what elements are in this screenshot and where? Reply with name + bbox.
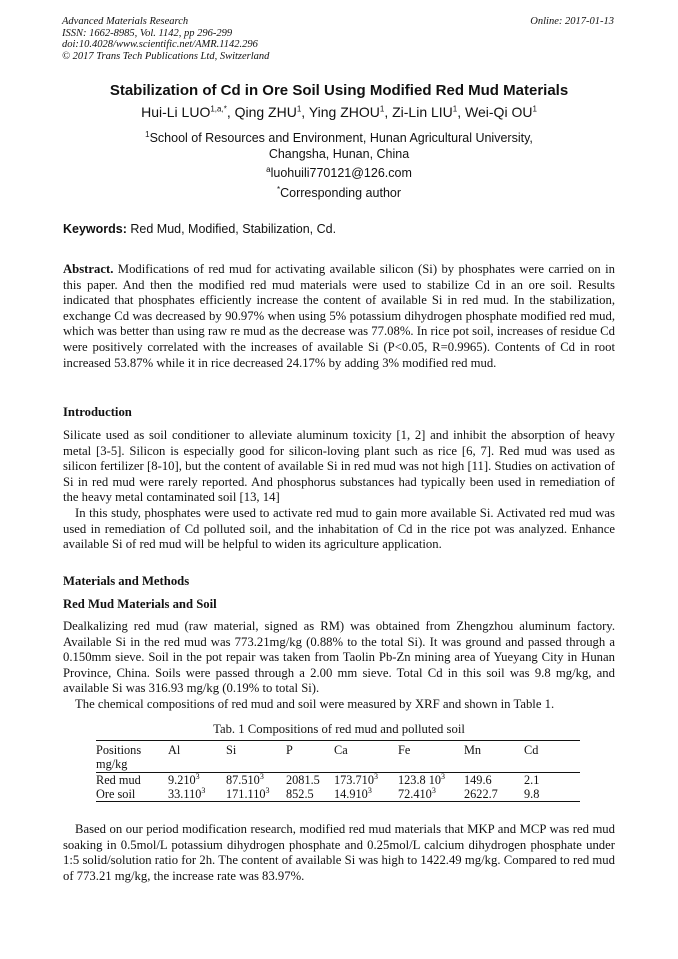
header-cell: Ca [334, 743, 348, 757]
header-cell: Mn [464, 743, 482, 757]
copyright-line: © 2017 Trans Tech Publications Ltd, Switzerland [62, 50, 270, 62]
table-cell: 14.910$^3$ [334, 785, 372, 801]
abstract: Abstract. Modifications of red mud for activating available silicon (Si) by phosphates were carried on in this paper. And then the modified red mud materials were used to stabilize Cd in an ore soil. Results indicated that phosphates efficiently increase the content of available Si in red mud. In the stabilization, exchange Cd was decreased by 90.97% when using 5% potassium dihydrogen phosphate modified red mud, which was better than using raw re mud as the decrease was 77.08%. In rice pot soil, increases of residue Cd were positively correlated with the increases of available Si (P<0.05, R=0.9965). Contents of Cd in root increased 53.87% while it in rice decreased 24.17% by adding 3% modified red mud. [63, 262, 615, 370]
table-header-row [96, 741, 580, 773]
doi-line[interactable]: doi:10.4028/www.scientific.net/AMR.1142.296 [62, 39, 258, 50]
introduction-text [63, 428, 615, 553]
keywords: Keywords: Red Mud, Modified, Stabilization, Cd. [63, 222, 337, 236]
author: Hui-Li $LUO^{1,a,*}$, [141, 104, 235, 120]
introduction-heading: Introduction [63, 405, 132, 419]
paper-title: Stabilization of Cd in Ore Soil Using Modified Red Mud Materials [109, 82, 569, 99]
running-header [62, 16, 269, 62]
author-list [0, 104, 678, 120]
table-cell: 2.1 [524, 773, 540, 787]
paragraph: Silicate used as soil conditioner to alleviate aluminum toxicity [1, 2] and inhibit the absorption of heavy metal [3-5]. Silicon is especially good for silicon-loving plant such as rice [6, 7]. Red mud was used as silicon fertilizer [8-10], but the content of available Si in red mud was not high [11]. Studies on activation of Si in red mud were rarely reported. And phosphorus substances had typically been used in remediation of the heavy metal contaminated soil [13, 14] [63, 428, 615, 505]
table-cell: 87.510$^3$ [226, 771, 264, 787]
author: Zi-Lin LIU$^1$, [392, 104, 466, 120]
header-cell: Al [168, 743, 181, 757]
header-cell: Positions mg/kg [96, 743, 142, 771]
table-cell: 9.8 [524, 787, 540, 801]
table-cell: 9.210$^3$ [168, 771, 200, 787]
header-cell: P [286, 743, 293, 757]
author: Ying ZHOU$^1$, [308, 104, 393, 120]
corresponding-author-note: *Corresponding author [276, 184, 402, 200]
header-cell: Si [226, 743, 237, 757]
paragraph: The chemical compositions of red mud and soil were measured by XRF and shown in Table 1. [75, 696, 555, 711]
table-cell: 2622.7 [464, 787, 498, 801]
author: Qing ZHU$^1$, [234, 104, 309, 120]
table-cell: 171.110$^3$ [226, 785, 270, 801]
table-cell: 149.6 [464, 773, 492, 787]
row-label: Ore soil [96, 787, 136, 801]
paragraph: Dealkalizing red mud (raw material, signed as RM) was obtained from Zhengzhou aluminum factory. Available Si in the red mud was 773.21mg/kg (0.88% to the total Si). It was ground and passed through a 0.150mm sieve. Soil in the pot repair was taken from Taolin Pb-Zn mining area of Yueyang City in Hunan Province, China. Soils were passed through a 2.00 mm sieve. Total Cd in this soil was 9.8 mg/kg, and available Si was 316.93 mg/kg (0.19% to total Si). [63, 619, 615, 696]
table-cell: 72.410$^3$ [398, 785, 436, 801]
abstract-label: Abstract. [63, 262, 114, 276]
table-cell: 123.8 $10^3$ [398, 771, 446, 787]
paragraph: In this study, phosphates were used to activate red mud to gain more available Si. Activated red mud was used in remediation of Cd polluted soil, and the inhabitation of Cd in the rice pot was analyzed. Enhance available Si of red mud will be helpful to widen its agriculture application. [63, 505, 615, 552]
author: Wei-Qi $OU^1$ [465, 104, 537, 120]
header-cell: Fe [398, 743, 411, 757]
table-cell: 173.710$^3$ [334, 771, 378, 787]
table-cell: 2081.5 [286, 773, 320, 787]
table-cell: 33.110$^3$ [168, 785, 206, 801]
table-caption: Tab. 1 Compositions of red mud and polluted soil [213, 722, 465, 736]
header-cell: Cd [524, 743, 539, 757]
methods-heading: Materials and Methods [63, 574, 190, 588]
author-email[interactable]: $^a$luohuili770121@126.com [266, 164, 412, 180]
online-date: Online: 2017-01-13 [530, 16, 614, 27]
row-label: Red mud [96, 773, 141, 787]
red-mud-subheading: Red Mud Materials and Soil [63, 597, 217, 611]
affiliation: $^1$School of Resources and Environment, Hunan Agricultural University, Changsha, Hunan, China [145, 129, 533, 161]
table-cell: 852.5 [286, 787, 314, 801]
table-row [96, 773, 580, 788]
composition-table [96, 740, 580, 802]
journal-name: Advanced Materials Research [62, 16, 189, 27]
issn-line: ISSN: 1662-8985, Vol. 1142, pp 296-299 [62, 27, 233, 39]
table-row [96, 787, 580, 802]
modification-paragraph: Based on our period modification research, modified red mud materials that MKP and MCP was red mud soaking in 0.5mol/L potassium dihydrogen phosphate and 0.25mol/L calcium dihydrogen phosphate under 1:5 solid/solution ratio for 2h. The content of available Si was high to 1422.49 mg/kg. Compared to red mud of 773.21 mg/kg, the increase rate was 83.97%. [63, 822, 615, 883]
keywords-label: Keywords: [63, 222, 127, 236]
methods-text [63, 619, 615, 713]
